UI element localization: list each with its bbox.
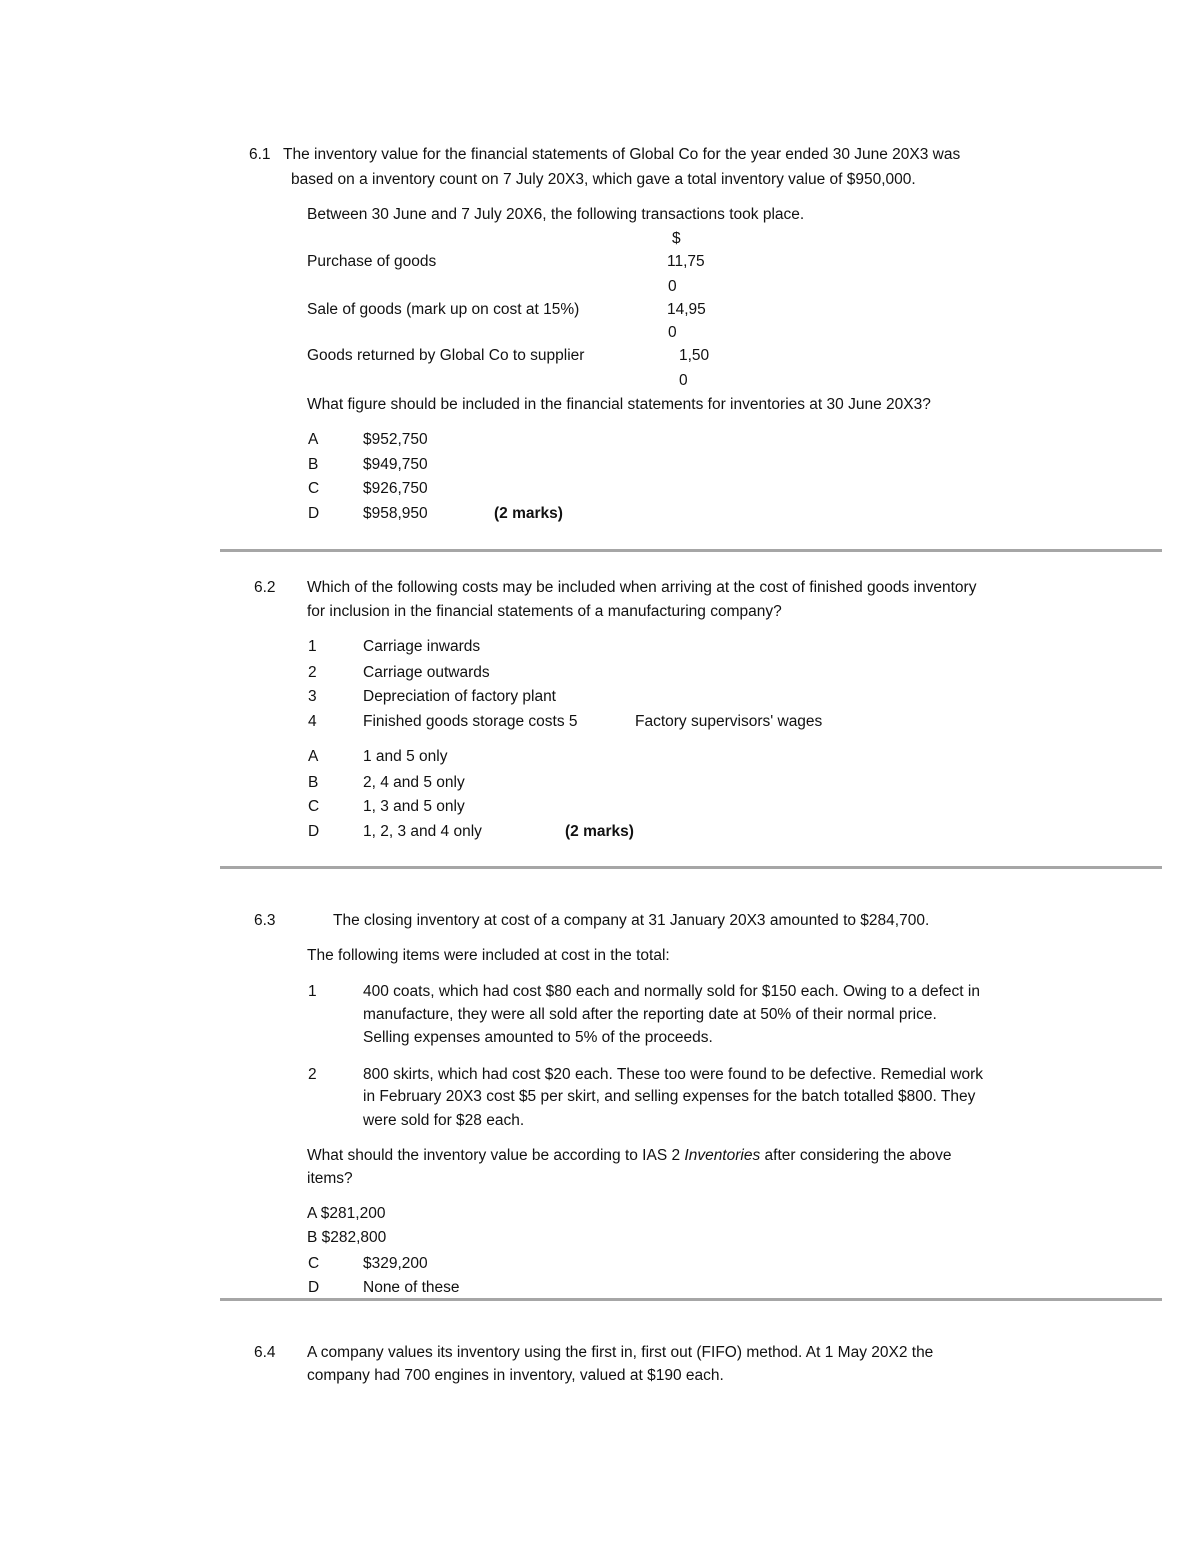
- section-divider: [220, 1298, 1162, 1301]
- q62-option-text: 1, 3 and 5 only: [363, 798, 465, 815]
- q61-intro: Between 30 June and 7 July 20X6, the following transactions took place.: [307, 206, 805, 223]
- q61-item-label: Purchase of goods: [307, 253, 437, 270]
- q62-option-text: 2, 4 and 5 only: [363, 774, 465, 791]
- q64-line-2: company had 700 engines in inventory, valued at $190 each.: [307, 1367, 724, 1384]
- q61-option-text: $958,950: [363, 505, 428, 522]
- q64-line-1: A company values its inventory using the first in, first out (FIFO) method. At 1 May 20X2 the: [307, 1344, 934, 1361]
- q63-question-pre: What should the inventory value be according to IAS 2: [307, 1147, 685, 1164]
- q63-item-1-number: 1: [308, 983, 317, 1000]
- q61-number: 6.1: [249, 146, 271, 163]
- q63-item-2-line: were sold for $28 each.: [363, 1112, 525, 1129]
- q61-currency-header: $: [672, 230, 681, 247]
- q63-option-b: B $282,800: [307, 1229, 387, 1246]
- q61-marks: (2 marks): [494, 505, 563, 522]
- q63-line-1: The closing inventory at cost of a company at 31 January 20X3 amounted to $284,700.: [333, 912, 930, 929]
- q61-option-letter: B: [308, 456, 319, 473]
- q61-option-letter: C: [308, 480, 320, 497]
- q61-question: What figure should be included in the financial statements for inventories at 30 June 20X3?: [307, 396, 931, 413]
- q62-line-1: Which of the following costs may be included when arriving at the cost of finished goods inventory: [307, 579, 977, 596]
- q61-option-letter: A: [308, 431, 319, 448]
- q62-option-text: 1 and 5 only: [363, 748, 448, 765]
- q61-line-2: based on a inventory count on 7 July 20X3, which gave a total inventory value of $950,000.: [291, 171, 916, 188]
- q61-item-amount: 11,75: [667, 253, 705, 270]
- q63-item-1-line: manufacture, they were all sold after the reporting date at 50% of their normal price.: [363, 1006, 937, 1023]
- q62-item-text: Carriage inwards: [363, 638, 481, 655]
- q62-option-letter: A: [308, 748, 319, 765]
- q63-item-2-line: in February 20X3 cost $5 per skirt, and selling expenses for the batch totalled $800. They: [363, 1088, 976, 1105]
- q63-option-letter: D: [308, 1279, 320, 1296]
- q63-number: 6.3: [254, 912, 276, 929]
- section-divider: [220, 549, 1162, 552]
- q63-intro: The following items were included at cost in the total:: [307, 947, 670, 964]
- q61-item-amount: 1,50: [679, 347, 710, 364]
- q63-item-1-line: Selling expenses amounted to 5% of the proceeds.: [363, 1029, 713, 1046]
- q62-line-2: for inclusion in the financial statements of a manufacturing company?: [307, 603, 782, 620]
- q64-number: 6.4: [254, 1344, 276, 1361]
- q63-option-letter: C: [308, 1255, 320, 1272]
- q62-item-5-text: Factory supervisors' wages: [635, 713, 823, 730]
- q63-item-1-line: 400 coats, which had cost $80 each and normally sold for $150 each. Owing to a defect in: [363, 983, 980, 1000]
- q61-option-text: $926,750: [363, 480, 428, 497]
- q63-question-post: after considering the above: [760, 1147, 952, 1164]
- q61-item-amount: 14,95: [667, 301, 706, 318]
- q61-option-letter: D: [308, 505, 320, 522]
- q61-option-text: $949,750: [363, 456, 428, 473]
- q61-item-amount-cont: 0: [668, 324, 677, 341]
- q61-item-label: Sale of goods (mark up on cost at 15%): [307, 301, 580, 318]
- q62-marks: (2 marks): [565, 823, 634, 840]
- q63-item-2-number: 2: [308, 1066, 317, 1083]
- q62-item-text: Finished goods storage costs 5: [363, 713, 578, 730]
- section-divider: [220, 866, 1162, 869]
- q61-item-amount-cont: 0: [679, 372, 688, 389]
- q62-option-letter: C: [308, 798, 320, 815]
- q61-item-amount-cont: 0: [668, 278, 677, 295]
- q62-item-number: 2: [308, 664, 317, 681]
- q62-item-number: 4: [308, 713, 317, 730]
- q62-item-number: 3: [308, 688, 317, 705]
- q63-question: [307, 1146, 952, 1166]
- q63-question-line-2: items?: [307, 1170, 353, 1187]
- q63-option-text: None of these: [363, 1279, 460, 1296]
- q62-item-text: Carriage outwards: [363, 664, 490, 681]
- q62-number: 6.2: [254, 579, 276, 596]
- q62-option-letter: B: [308, 774, 319, 791]
- q63-item-2-line: 800 skirts, which had cost $20 each. These too were found to be defective. Remedial work: [363, 1066, 984, 1083]
- q62-item-text: Depreciation of factory plant: [363, 688, 556, 705]
- q63-question-italic: Inventories: [684, 1147, 761, 1164]
- q63-option-text: $329,200: [363, 1255, 428, 1272]
- q61-item-label: Goods returned by Global Co to supplier: [307, 347, 585, 364]
- q61-line-1: The inventory value for the financial statements of Global Co for the year ended 30 June 20X3 was: [283, 146, 961, 163]
- q62-item-number: 1: [308, 638, 317, 655]
- q61-option-text: $952,750: [363, 431, 428, 448]
- q63-option-a: A $281,200: [307, 1205, 386, 1222]
- q62-option-text: 1, 2, 3 and 4 only: [363, 823, 482, 840]
- q62-option-letter: D: [308, 823, 320, 840]
